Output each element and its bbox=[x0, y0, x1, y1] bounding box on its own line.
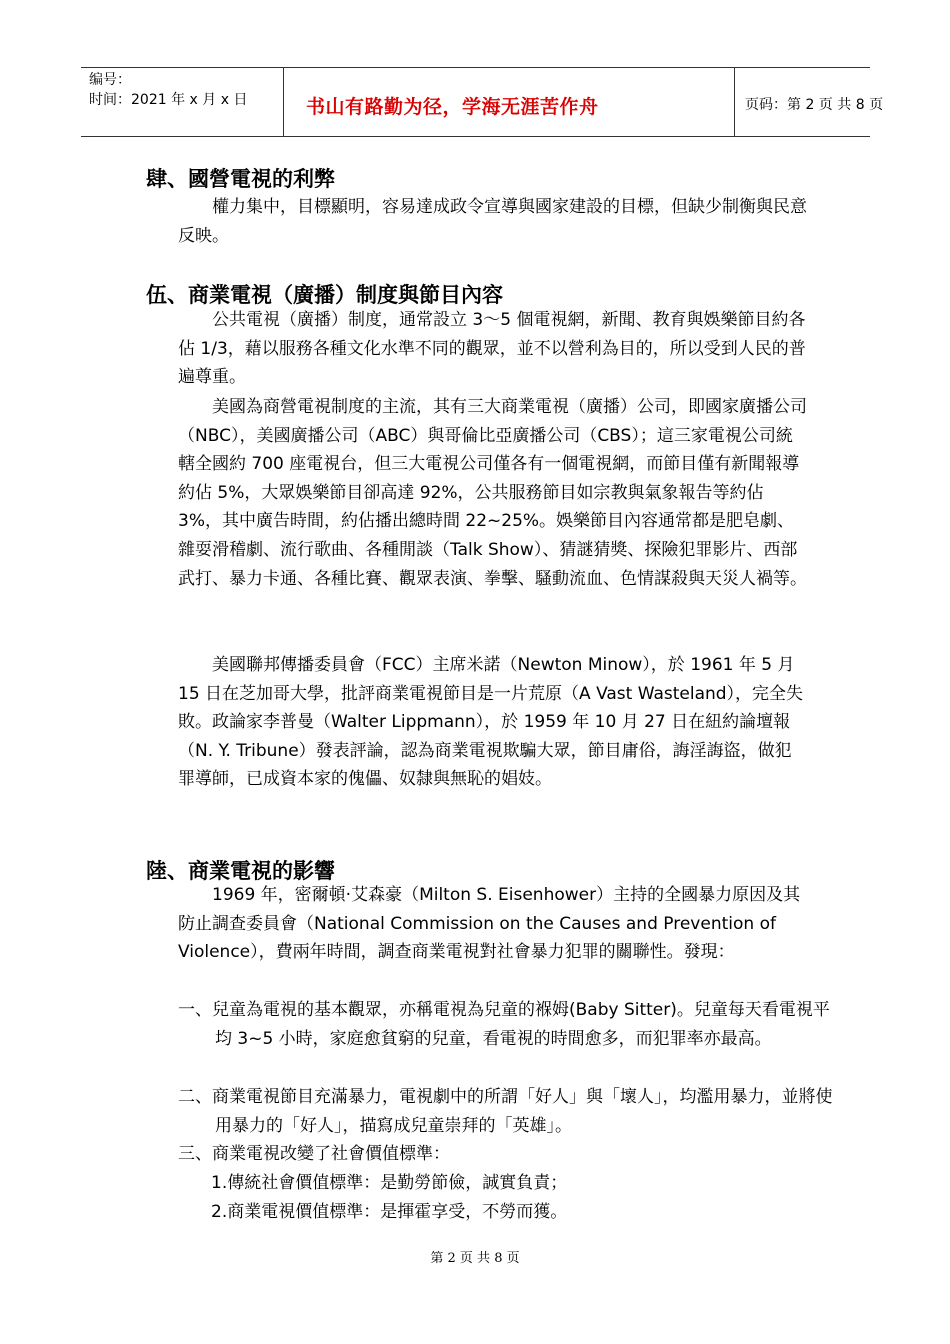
section-6-sub-item-1: 1.傳統社會價值標準：是勤勞節儉，誠實負責； bbox=[211, 1173, 568, 1193]
section-6-paragraph-1: 1969 年，密爾頓·艾森豪（Milton S. Eisenhower）主持的全國暴力原因及其防止調查委員會（National Commission on the Causes and Prevention of Violence），費兩年時間，調查商業電視對社會暴力犯罪的關聯性。發現： bbox=[178, 885, 801, 963]
section-6-list-item-1: 一、兒童為電視的基本觀眾，亦稱電視為兒童的褓姆(Baby Sitter)。兒童每天看電視平均 3~5 小時，家庭愈貧窮的兒童，看電視的時間愈多，而犯罪率亦最高。 bbox=[178, 1000, 830, 1049]
section-4-title: 肆、國營電視的利弊 bbox=[146, 167, 335, 191]
header-page-number: 页码：第 2 页 共 8 页 bbox=[745, 97, 884, 113]
section-4-paragraph-1: 權力集中，目標顯明，容易達成政令宣導與國家建設的目標，但缺少制衡與民意反映。 bbox=[178, 197, 807, 246]
section-6-title: 陸、商業電視的影響 bbox=[146, 859, 335, 883]
section-5-paragraph-2: 美國為商營電視制度的主流，其有三大商業電視（廣播）公司，即國家廣播公司（NBC），美國廣播公司（ABC）與哥倫比亞廣播公司（CBS）；這三家電視公司統轄全國約 700 座電視台，但三大電視公司僅各有一個電視網，而節目僅有新聞報導約佔 5%，大眾娛樂節目卻高達 92%，公共服務節目如宗教與氣象報告等約佔 3%，其中廣告時間，約佔播出總時間 22~25%。娛樂節目內容通常都是肥皂劇、雜耍滑稽劇、流行歌曲、各種閒談（Talk Show）、猜謎猜獎、探險犯罪影片、西部武打、暴力卡通、各種比賽、觀眾表演、拳擊、騷動流血、色情謀殺與天災人禍等。 bbox=[178, 397, 807, 589]
document-date-label: 时间：2021 年 x 月 x 日 bbox=[89, 92, 248, 108]
page-footer-number: 第 2 页 共 8 页 bbox=[430, 1251, 520, 1266]
header-motto-cell bbox=[284, 68, 735, 136]
header-meta-cell bbox=[81, 68, 284, 136]
section-5-paragraph-3: 美國聯邦傳播委員會（FCC）主席米諾（Newton Minow），於 1961 年 5 月 15 日在芝加哥大學，批評商業電視節目是一片荒原（A Vast Wasteland），完全失敗。政論家李普曼（Walter Lippmann），於 1959 年 10 月 27 日在紐約論壇報（N. Y. Tribune）發表評論，認為商業電視欺騙大眾，節目庸俗，誨淫誨盜，做犯罪導師，已成資本家的傀儡、奴隸與無恥的娼妓。 bbox=[178, 655, 804, 790]
section-6-list-item-3: 三、商業電視改變了社會價值標準： bbox=[178, 1144, 450, 1164]
document-number-label: 编号： bbox=[89, 72, 131, 88]
section-6-sub-item-2: 2.商業電視價值標準：是揮霍享受，不勞而獲。 bbox=[211, 1202, 568, 1222]
section-5-title: 伍、商業電視（廣播）制度與節目內容 bbox=[146, 283, 503, 307]
page-header-table bbox=[81, 67, 884, 137]
header-page-cell bbox=[735, 68, 884, 136]
section-5-paragraph-1: 公共電視（廣播）制度，通常設立 3～5 個電視網，新聞、教育與娛樂節目約各佔 1/3，藉以服務各種文化水準不同的觀眾，並不以營利為目的，所以受到人民的普遍尊重。 bbox=[178, 310, 806, 388]
header-motto: 书山有路勤为径，学海无涯苦作舟 bbox=[306, 96, 599, 118]
section-6-list-item-2: 二、商業電視節目充滿暴力，電視劇中的所謂「好人」與「壞人」，均濫用暴力，並將使用暴力的「好人」，描寫成兒童崇拜的「英雄」。 bbox=[178, 1087, 833, 1136]
